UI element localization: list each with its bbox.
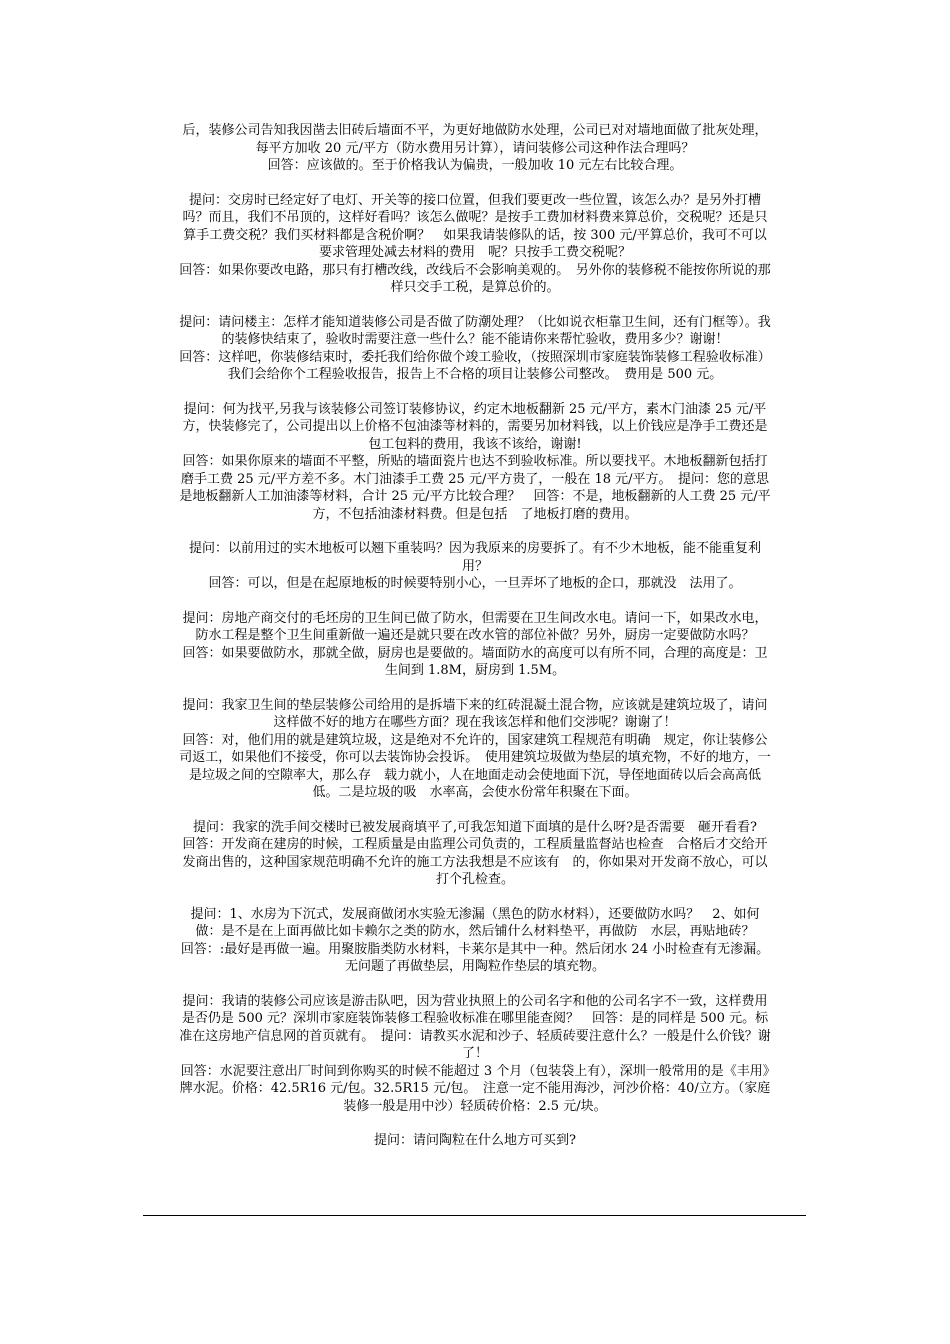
- paragraph: 提问：何为找平,另我与该装修公司签订装修协议，约定木地板翻新 25 元/平方，素木门油漆 25 元/平方，快装修完了，公司提出以上价格不包油漆等材料的，需要另加材料钱，以上价钱应是净手工费还是包工包料的费用，我该不该给，谢谢!: [182, 401, 768, 452]
- qa-block: [178, 819, 772, 889]
- paragraph: 回答：应该做的。至于价格我认为偏贵，一般加收 10 元左右比较合理。: [267, 158, 683, 173]
- paragraph: 提问：请问陶粒在什么地方可买到?: [374, 1133, 576, 1148]
- qa-block: [178, 540, 772, 593]
- paragraph: 回答：:最好是再做一遍。用聚胺脂类防水材料，卡莱尔是其中一种。然后闭水 24 小时检查有无渗漏。无问题了再做垫层，用陶粒作垫层的填充物。: [180, 941, 770, 974]
- qa-block: [178, 906, 772, 976]
- paragraph: 提问：我家的洗手间交楼时已被发展商填平了,可我怎知道下面填的是什么呀?是否需要 砸开看看?: [192, 819, 758, 835]
- qa-block: [178, 122, 772, 175]
- qa-block: [178, 610, 772, 680]
- paragraph: 提问：交房时已经定好了电灯、开关等的接口位置，但我们要更改一些位置，该怎么办？是另外打槽吗？而且，我们不吊顶的，这样好看吗？该怎么做呢？是按手工费加材料费来算总价，交税呢？还是只算手工费交税？我们买材料都是含税价啊？ 如果我请装修队的话，按 300 元/平算总价，我可不可以要求管理处减去材料的费用 呢？只按手工费交税呢？: [182, 192, 768, 260]
- qa-block: [178, 697, 772, 802]
- qa-block: [178, 314, 772, 384]
- qa-block: [178, 1132, 772, 1150]
- paragraph: 提问：以前用过的实木地板可以翘下重装吗？因为我原来的房要拆了。有不少木地板，能不能重复利用？: [188, 541, 761, 574]
- paragraph: 回答：这样吧，你装修结束时，委托我们给你做个竣工验收，（按照深圳市家庭装饰装修工程验收标准）我们会给你个工程验收报告，报告上不合格的项目让装修公司整改。 费用是 500 元。: [179, 349, 771, 382]
- qa-block: [178, 993, 772, 1116]
- paragraph: 提问：请问楼主：怎样才能知道装修公司是否做了防潮处理？（比如说衣柜靠卫生间，还有门框等）。我的装修快结束了，验收时需要注意一些什么？能不能请你来帮忙验收，费用多少？谢谢！: [179, 314, 771, 347]
- paragraph: 后，装修公司告知我因凿去旧砖后墙面不平，为更好地做防水处理，公司已对对墙地面做了批灰处理，每平方加收 20 元/平方（防水费用另计算），请问装修公司这种作法合理吗？: [182, 123, 768, 156]
- qa-block: [178, 401, 772, 524]
- document-body: [178, 122, 772, 1150]
- paragraph: 回答：对，他们用的就是建筑垃圾，这是绝对不允许的，国家建筑工程规范有明确 规定，你让装修公司返工，如果他们不接受，你可以去装饰协会投诉。 使用建筑垃圾做为垫层的填充物，不好的地方，一是垃圾之间的空隙率大，那么存 载力就小，人在地面走动会使地面下沉，导侄地面砖以后会高高低低。二是垃圾的吸 水率高，会使水份常年积聚在下面。: [179, 732, 771, 800]
- paragraph: 回答：开发商在建房的时候，工程质量是由监理公司负责的，工程质量监督站也检查 合格后才交给开发商出售的，这种国家规范明确不允许的施工方法我想是不应该有 的，你如果对开发商不放心，可以打个孔检查。: [182, 837, 768, 887]
- paragraph: 回答：如果你要改电路，那只有打槽改线，改线后不会影响美观的。 另外你的装修税不能按你所说的那样只交手工税，是算总价的。: [179, 262, 771, 295]
- paragraph: 回答：如果要做防水，那就全做，厨房也是要做的。墙面防水的高度可以有所不同，合理的高度是：卫生间到 1.8M，厨房到 1.5M。: [182, 645, 768, 678]
- paragraph: 回答：如果你原来的墙面不平整，所贴的墙面瓷片也达不到验收标准。所以要找平。木地板翻新包括打磨手工费 25 元/平方差不多。木门油漆手工费 25 元/平方贵了，一般在 18 元/平方。 提问：您的意思是地板翻新人工加油漆等材料，合计 25 元/平方比较合理？ 回答：不是，地板翻新的人工费 25 元/平方，不包括油漆材料费。但是包括 了地板打磨的费用。: [179, 454, 771, 522]
- paragraph: 提问：我家卫生间的垫层装修公司给用的是拆墙下来的红砖混凝土混合物，应该就是建筑垃圾了，请问这样做不好的地方在哪些方面？现在我该怎样和他们交涉呢？谢谢了！: [182, 697, 768, 730]
- paragraph: 回答：可以，但是在起原地板的时候要特别小心，一旦弄坏了地板的企口，那就没 法用了。: [208, 576, 742, 591]
- qa-block: [178, 192, 772, 297]
- paragraph: 提问：我请的装修公司应该是游击队吧，因为营业执照上的公司名字和他的公司名字不一致，这样费用是否仍是 500 元？深圳市家庭装饰装修工程验收标准在哪里能查阅？ 回答：是的同样是 500 元。标准在这房地产信息网的首页就有。 提问：请教买水泥和沙子、轻质砖要注意什么？一般是什么价钱？谢了！: [179, 993, 771, 1061]
- paragraph: 提问：1、水房为下沉式，发展商做闭水实验无渗漏（黑色的防水材料），还要做防水吗？ 2、如何做：是不是在上面再做比如卡赖尔之类的防水，然后铺什么材料垫平，再做防 水层，再贴地砖？: [190, 906, 760, 939]
- paragraph: 回答：水泥要注意出厂时间到你购买的时候不能超过 3 个月（包装袋上有），深圳一般常用的是《丰用》牌水泥。价格：42.5R16 元/包。32.5R15 元/包。 注意一定不能用海沙，河沙价格：40/立方。（家庭装修一般是用中沙）轻质砖价格：2.5 元/块。: [179, 1063, 771, 1114]
- footer-divider: [143, 1215, 806, 1216]
- paragraph: 提问：房地产商交付的毛坯房的卫生间已做了防水，但需要在卫生间改水电。请问一下，如果改水电，防水工程是整个卫生间重新做一遍还是就只要在改水管的部位补做？另外，厨房一定要做防水吗？: [182, 610, 768, 643]
